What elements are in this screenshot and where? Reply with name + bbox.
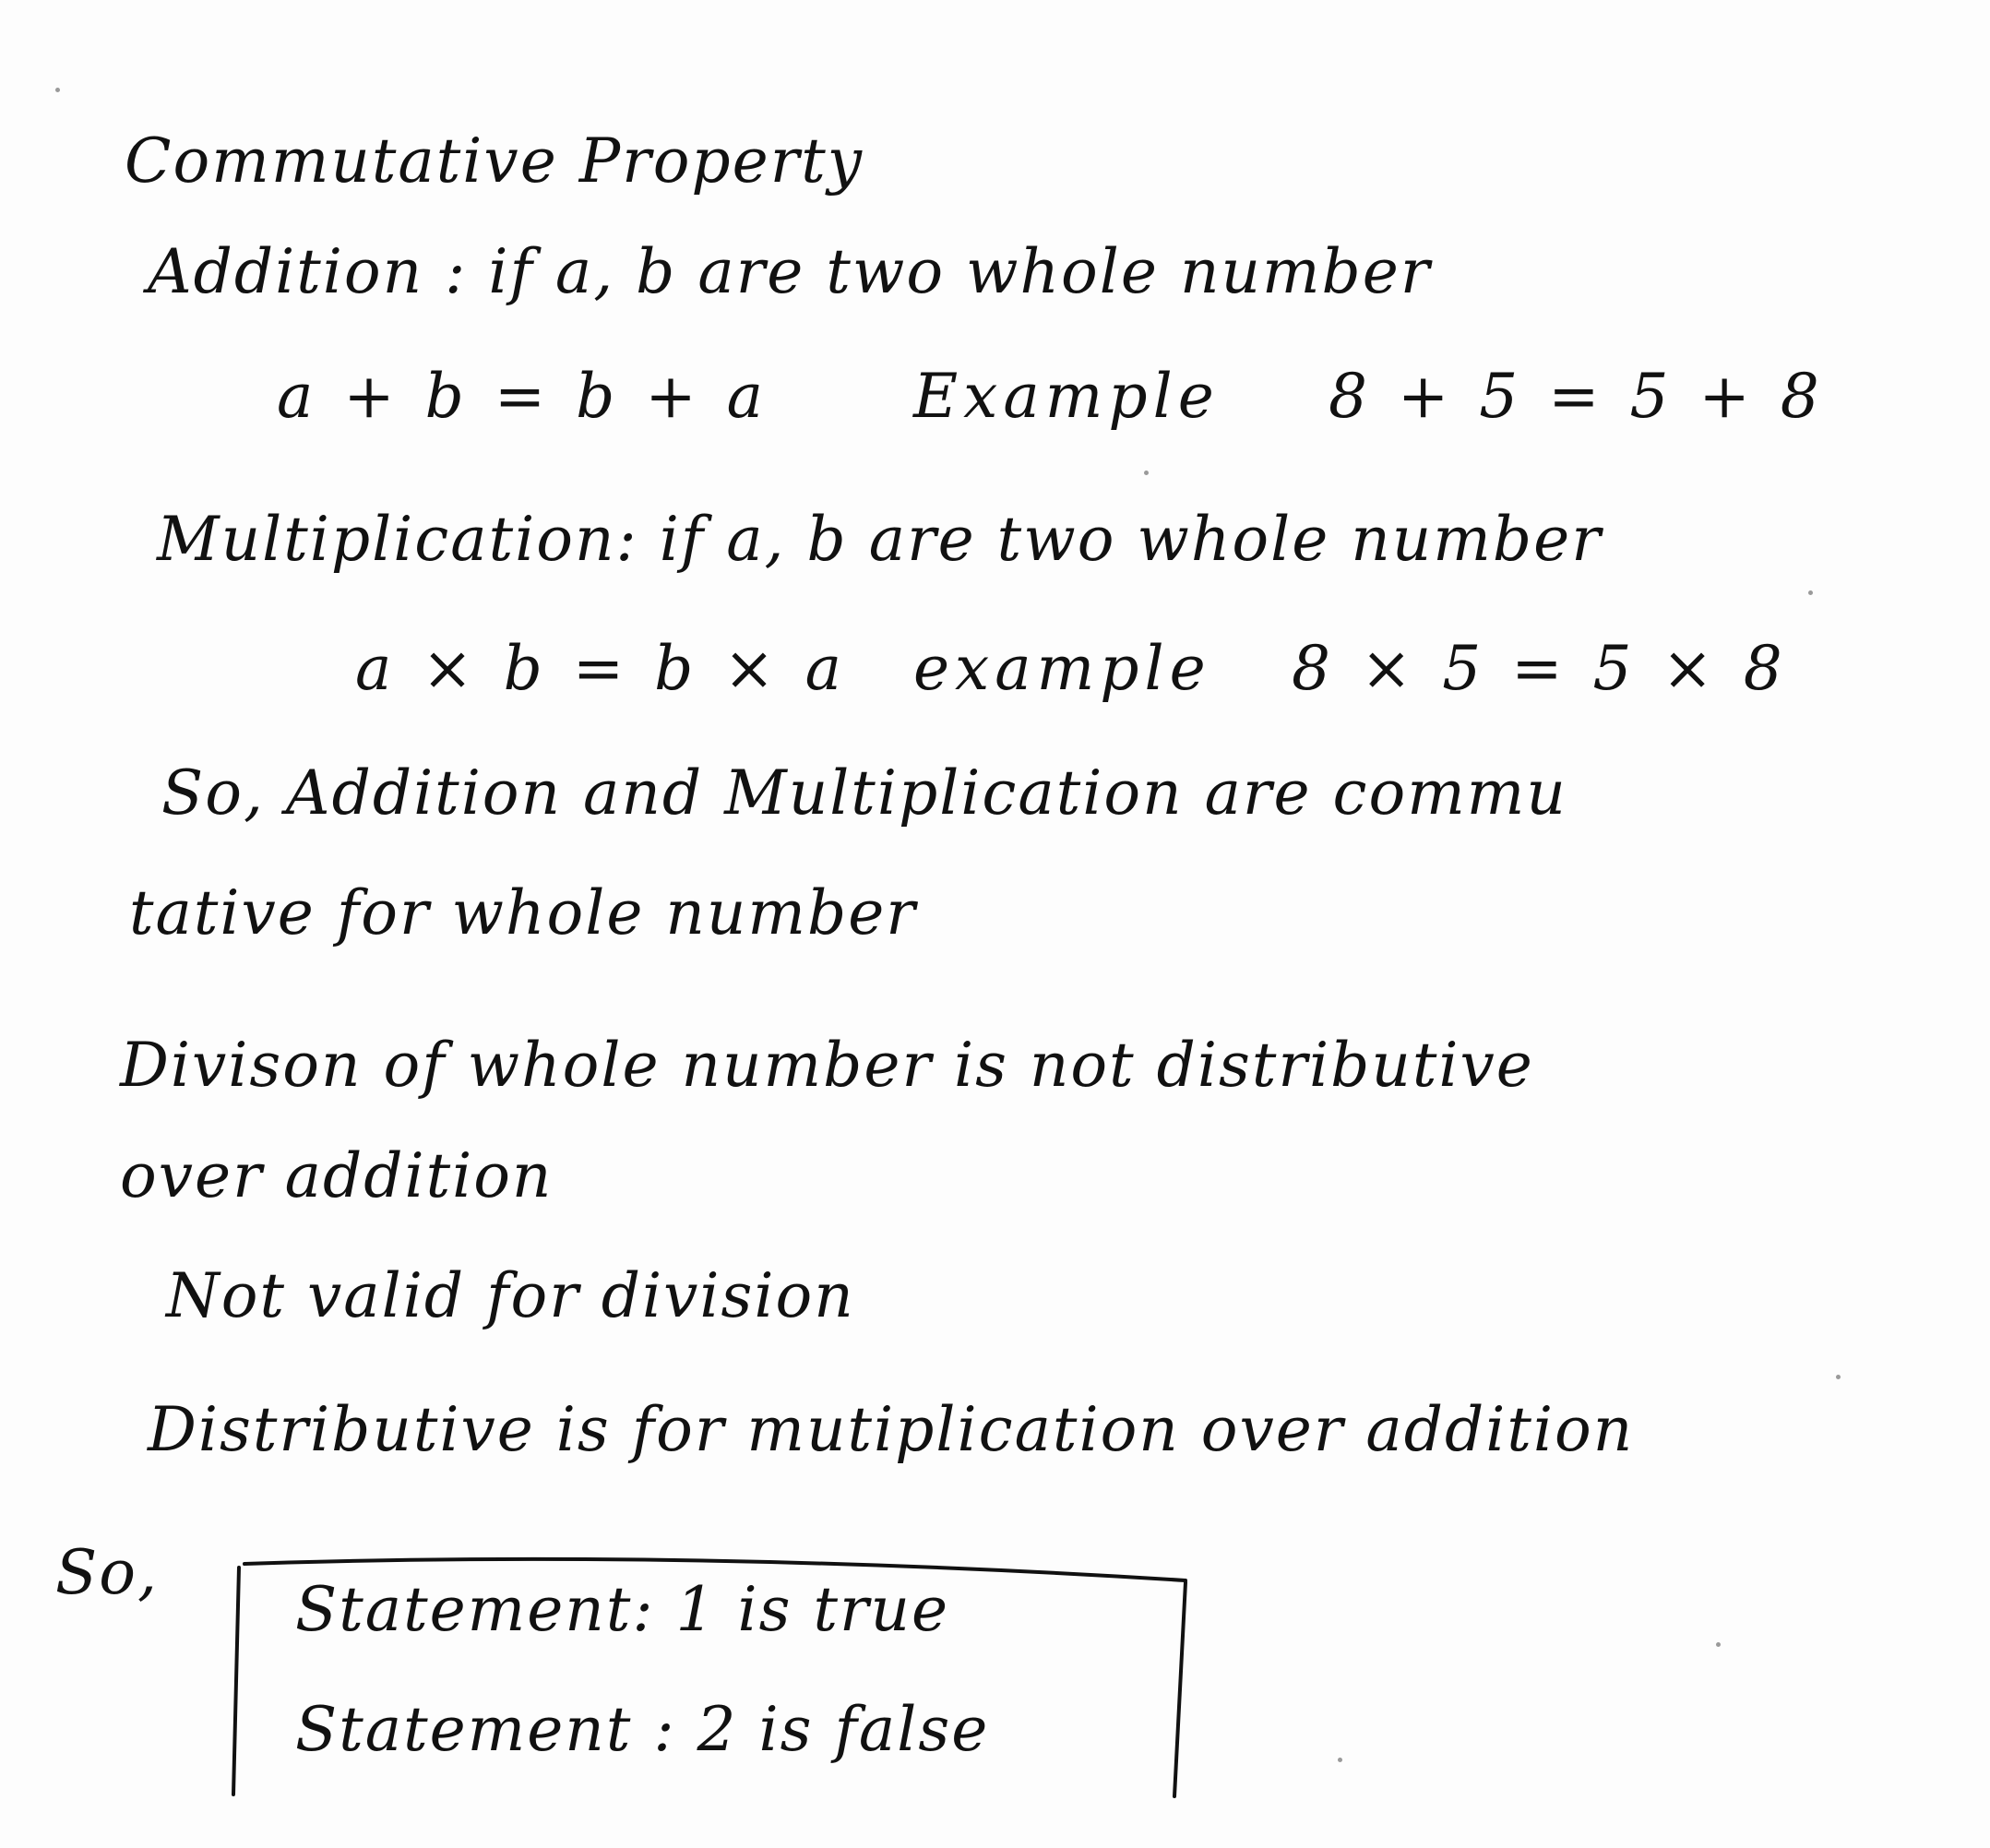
conclusion-statement-2: Statement : 2 is false [295,1694,990,1765]
division-line-1: Divison of whole number is not distributive [120,1030,1534,1101]
multiplication-equation: a × b = b × a [355,633,847,704]
multiplication-example: 8 × 5 = 5 × 8 [1292,633,1788,704]
paper-speck [1716,1642,1721,1647]
paper-speck [1144,471,1149,475]
summary-line-2: tative for whole number [129,877,917,948]
addition-example: 8 + 5 = 5 + 8 [1329,361,1825,432]
addition-example-label: Example [913,361,1220,432]
paper-speck [1338,1758,1342,1762]
paper-speck [55,88,60,92]
paper-speck [1808,590,1813,595]
addition-statement: Addition : if a, b are two whole number [148,236,1432,307]
conclusion-prefix: So, [55,1537,159,1608]
heading-commutative-property: Commutative Property [125,125,864,197]
multiplication-statement: Multiplication: if a, b are two whole number [157,504,1603,575]
conclusion-box [226,1545,1195,1804]
not-valid-note: Not valid for division [166,1260,855,1331]
distributive-note: Distributive is for mutiplication over addition [148,1394,1635,1465]
multiplication-example-label: example [913,633,1211,704]
division-line-2: over addition [120,1140,554,1211]
summary-line-1: So, Addition and Multiplication are commu [161,757,1567,829]
paper-speck [1836,1375,1841,1379]
conclusion-statement-1: Statement: 1 is true [295,1574,950,1645]
addition-equation: a + b = b + a [277,361,769,432]
